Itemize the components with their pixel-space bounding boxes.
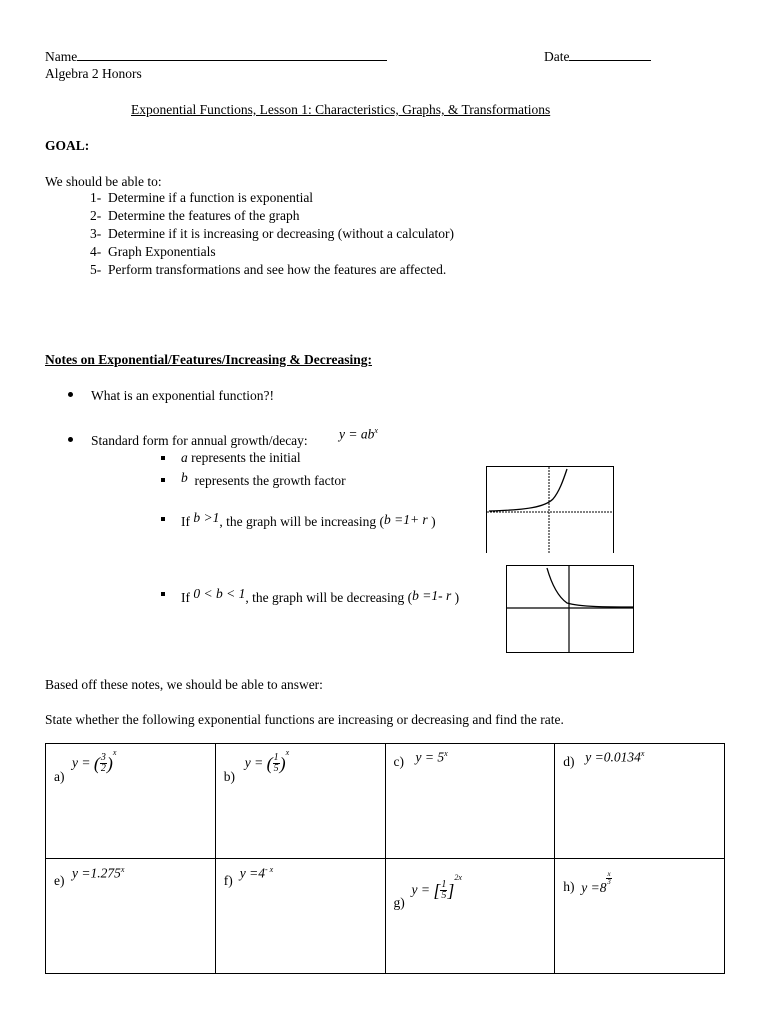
- bullet-icon: [68, 437, 73, 442]
- notes-heading: Notes on Exponential/Features/Increasing & Decreasing:: [45, 352, 372, 367]
- standard-form-formula: $y = ab^x$: [339, 426, 378, 442]
- square-bullet-icon: [161, 592, 165, 596]
- problem-cell: a) y = ( $\frac{3}{2}$ )$^x$: [46, 744, 216, 859]
- square-bullet-icon: [161, 517, 165, 521]
- question-exponential: What is an exponential function?!: [91, 388, 274, 403]
- list-item: 5- Perform transformations and see how the features are affected.: [90, 262, 447, 277]
- problem-cell: g) y = [ $\frac{1}{5}$ ]$^{2x}$: [385, 859, 555, 974]
- square-bullet-icon: [161, 478, 165, 482]
- list-item: 4- Graph Exponentials: [90, 244, 216, 259]
- list-item: 3- Determine if it is increasing or decreasing (without a calculator): [90, 226, 454, 241]
- problem-cell: d) $y =0.0134^x$: [555, 744, 725, 859]
- growth-graph: [486, 466, 614, 553]
- decay-curve-icon: [507, 566, 633, 652]
- list-item: 2- Determine the features of the graph: [90, 208, 300, 223]
- list-item: 1- Determine if a function is exponential: [90, 190, 314, 205]
- problem-cell: h) y =8 $\frac{x}{3}$: [555, 859, 725, 974]
- standard-form-label: Standard form for annual growth/decay:: [91, 433, 308, 448]
- goal-list: [90, 189, 454, 279]
- course-name: Algebra 2 Honors: [45, 66, 142, 81]
- instruction-text: State whether the following exponential functions are increasing or decreasing and find the rate.: [45, 712, 564, 727]
- square-bullet-icon: [161, 456, 165, 460]
- problem-cell: c) $y = 5^x$: [385, 744, 555, 859]
- page-title: Exponential Functions, Lesson 1: Characteristics, Graphs, & Transformations: [131, 102, 551, 117]
- date-label: Date: [544, 48, 651, 65]
- problem-cell: b) y = ( $\frac{1}{5}$ )$^x$: [215, 744, 385, 859]
- based-off-text: Based off these notes, we should be able to answer:: [45, 677, 323, 692]
- problem-cell: f) $y =4^{- x}$: [215, 859, 385, 974]
- a-represents: a represents the initial: [181, 450, 301, 465]
- increasing-condition: If b >1, the graph will be increasing (b =1+ r ): [181, 510, 436, 529]
- problems-table: [45, 743, 725, 974]
- growth-curve-icon: [487, 467, 613, 553]
- decreasing-condition: If 0 < b < 1, the graph will be decreasing (b =1- r ): [181, 586, 460, 605]
- problem-cell: e) $y =1.275^x$: [46, 859, 216, 974]
- name-label: Name: [45, 48, 387, 65]
- bullet-icon: [68, 392, 73, 397]
- decay-graph: [506, 565, 634, 653]
- goal-heading: GOAL:: [45, 138, 90, 153]
- b-represents: b represents the growth factor: [181, 470, 346, 488]
- intro-text: We should be able to:: [45, 174, 162, 189]
